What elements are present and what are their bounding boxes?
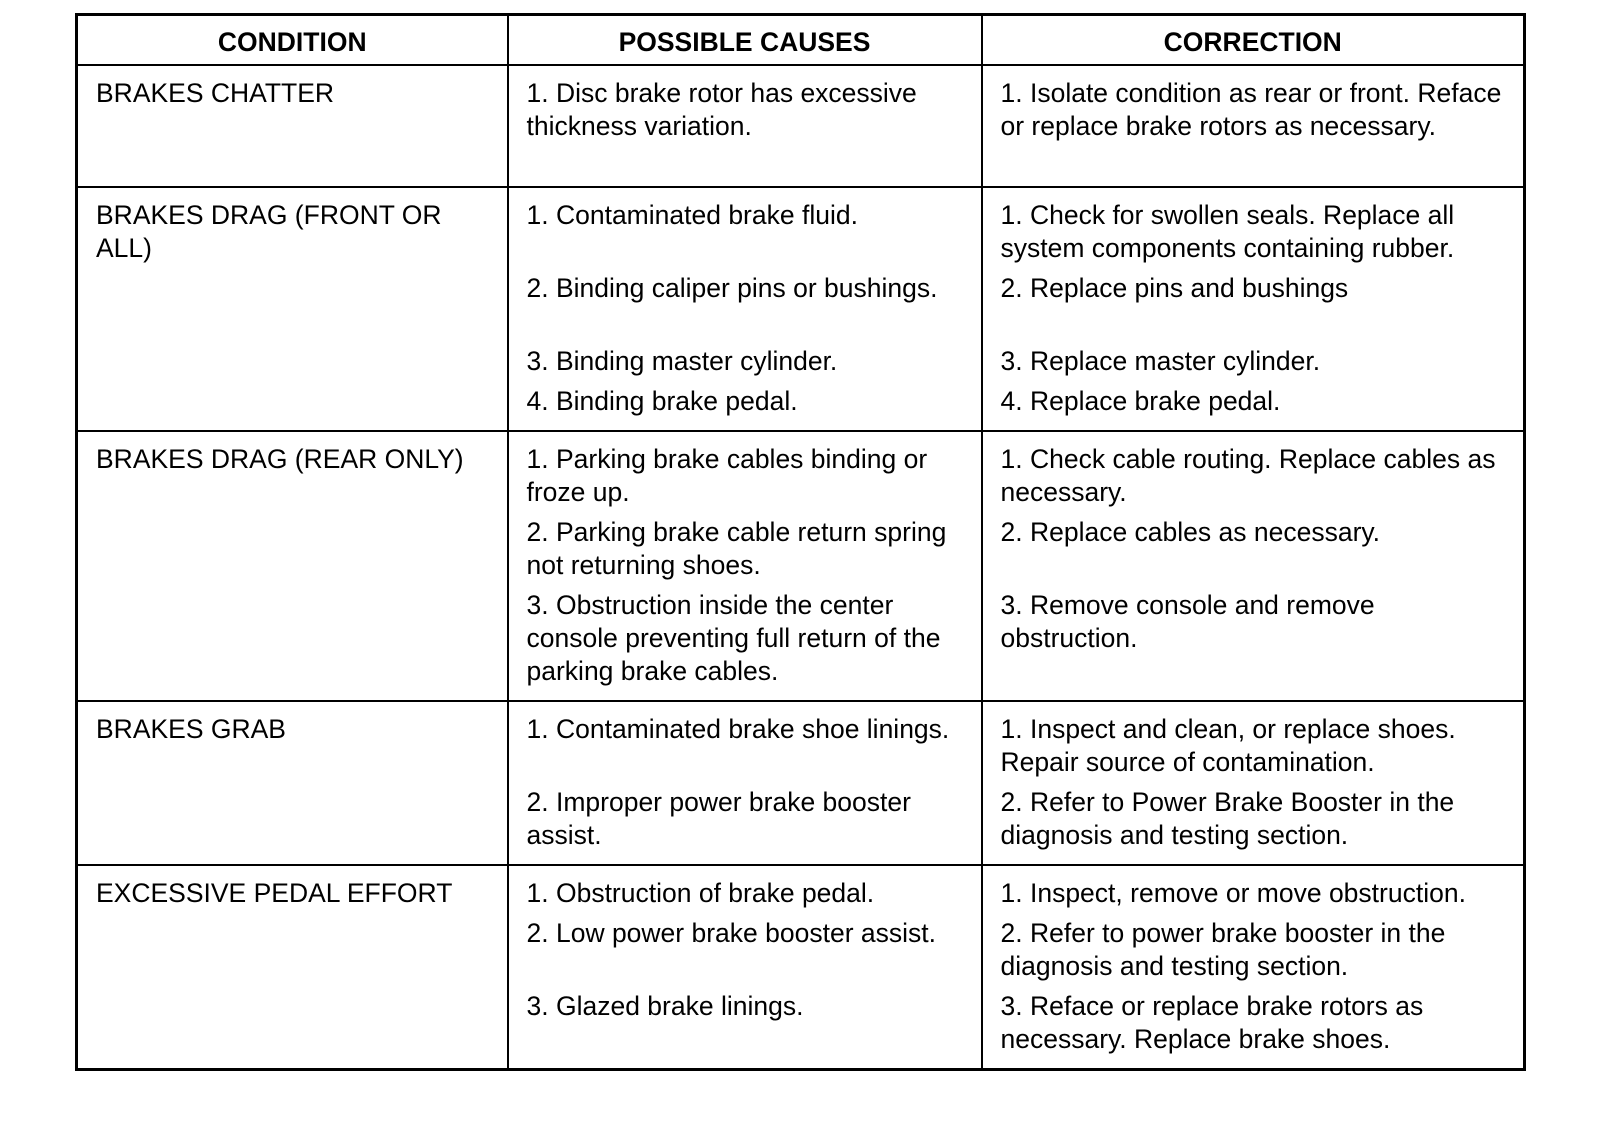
correction-item: 1. Inspect, remove or move obstruction. (1000, 878, 1466, 908)
correction-cell (982, 65, 1525, 187)
header-condition: CONDITION (77, 15, 508, 66)
correction-item: 2. Replace pins and bushings (1000, 273, 1349, 303)
causes-cell (508, 187, 982, 431)
table-row (77, 865, 1525, 1070)
cause-item: 2. Binding caliper pins or bushings. (526, 273, 938, 303)
cause-item: 4. Binding brake pedal. (526, 386, 798, 416)
correction-item: 1. Isolate condition as rear or front. Reface or replace brake rotors as necessary. (1000, 78, 1502, 141)
correction-cell (982, 865, 1525, 1070)
brake-diagnosis-table (75, 13, 1526, 1071)
cause-item: 3. Binding master cylinder. (526, 346, 838, 376)
correction-item: 2. Replace cables as necessary. (1000, 517, 1381, 547)
correction-item: 3. Reface or replace brake rotors as necessary. Replace brake shoes. (1000, 991, 1424, 1054)
correction-item: 2. Refer to Power Brake Booster in the diagnosis and testing section. (1000, 787, 1455, 850)
cause-item: 3. Obstruction inside the center console preventing full return of the parking brake cables. (526, 590, 941, 686)
cause-item: 1. Disc brake rotor has excessive thickness variation. (526, 78, 917, 141)
condition-cell: BRAKES DRAG (REAR ONLY) (77, 431, 508, 701)
causes-cell (508, 65, 982, 187)
correction-cell (982, 187, 1525, 431)
causes-cell (508, 865, 982, 1070)
correction-item: 3. Replace master cylinder. (1000, 346, 1321, 376)
correction-item: 3. Remove console and remove obstruction. (1000, 590, 1375, 653)
correction-item: 1. Check cable routing. Replace cables as necessary. (1000, 444, 1496, 507)
table-row (77, 431, 1525, 701)
cause-item: 3. Glazed brake linings. (526, 991, 804, 1021)
cause-item: 1. Contaminated brake fluid. (526, 200, 858, 230)
correction-cell (982, 701, 1525, 865)
header-correction: CORRECTION (982, 15, 1525, 66)
cause-item: 2. Low power brake booster assist. (526, 918, 936, 948)
cause-item: 1. Contaminated brake shoe linings. (526, 714, 950, 744)
cause-item: 2. Improper power brake booster assist. (526, 787, 911, 850)
correction-item: 2. Refer to power brake booster in the diagnosis and testing section. (1000, 918, 1446, 981)
table-row (77, 187, 1525, 431)
cause-item: 1. Parking brake cables binding or froze up. (526, 444, 928, 507)
condition-cell: EXCESSIVE PEDAL EFFORT (77, 865, 508, 1070)
condition-cell: BRAKES CHATTER (77, 65, 508, 187)
correction-item: 1. Inspect and clean, or replace shoes. Repair source of contamination. (1000, 714, 1456, 777)
table-header-row (77, 15, 1525, 66)
header-possible-causes: POSSIBLE CAUSES (508, 15, 982, 66)
correction-item: 1. Check for swollen seals. Replace all system components containing rubber. (1000, 200, 1455, 263)
condition-cell: BRAKES GRAB (77, 701, 508, 865)
table-row (77, 701, 1525, 865)
condition-cell: BRAKES DRAG (FRONT OR ALL) (77, 187, 508, 431)
cause-item: 1. Obstruction of brake pedal. (526, 878, 875, 908)
causes-cell (508, 431, 982, 701)
correction-cell (982, 431, 1525, 701)
cause-item: 2. Parking brake cable return spring not returning shoes. (526, 517, 947, 580)
correction-item: 4. Replace brake pedal. (1000, 386, 1281, 416)
table-row (77, 65, 1525, 187)
causes-cell (508, 701, 982, 865)
